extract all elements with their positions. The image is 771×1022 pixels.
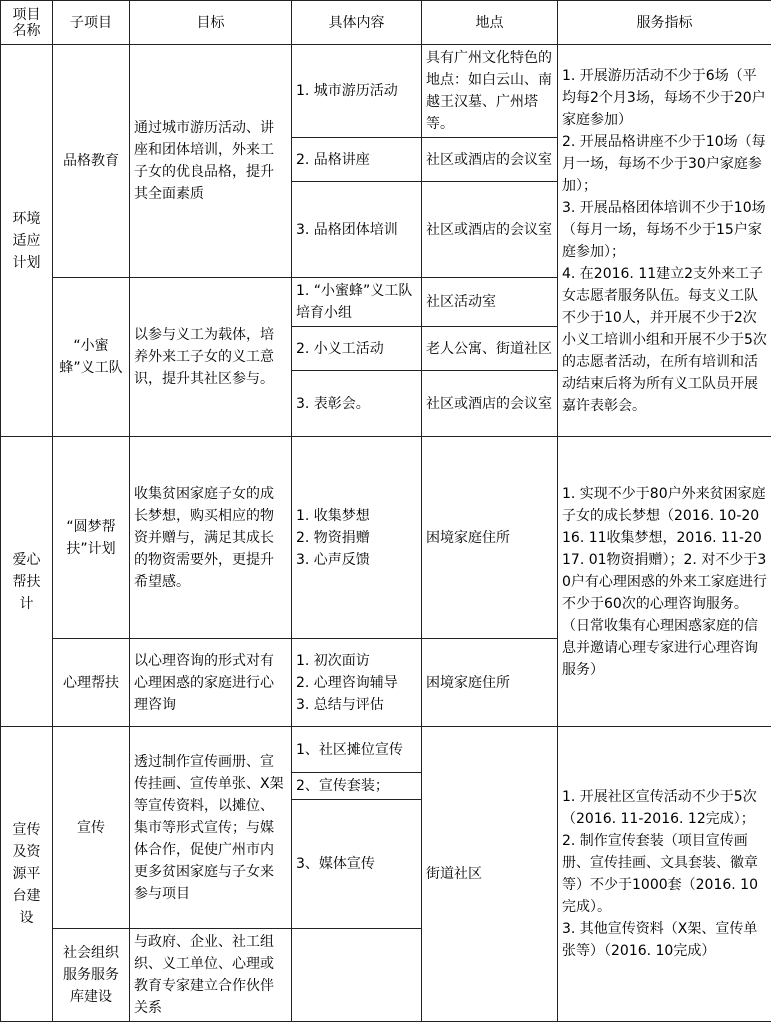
table-row [1, 437, 771, 639]
project-name-publicity: 宣传 及资 源平 台建 设 [1, 727, 53, 1022]
header-place: 地点 [422, 1, 558, 45]
indicator-environment: 1. 开展游历活动不少于6场（平均每2个月3场，每场不少于20户家庭参加） 2. 开展品格讲座不少于10场（每月一场，每场不少于30户家庭参加）； 3. 开展品格团体培训不少于10场（每月一场，每场不少于15户家庭参加）； 4. 在2016. 11建立2支外来工子女志愿者服务队伍。每支义工队不少于10人，并开展不少于2次小义工培训小组和开展不少于5次的志愿者活动，在所有培训和活动结束后将为所有义工队员开展嘉许表彰会。 [558, 45, 771, 437]
place-psych-help: 困境家庭住所 [422, 639, 558, 727]
content-item: 1. “小蜜蜂”义工队培育小组 [292, 278, 422, 327]
place-item: 老人公寓、街道社区 [422, 327, 558, 371]
indicator-publicity: 1. 开展社区宣传活动不少于5次（2016. 11-2016. 12完成）； 2. 制作宣传套装（项目宣传画册、宣传挂画、文具套装、徽章等）不少于1000套（2016. 10完成）。 3. 其他宣传资料（X架、宣传单张等）（2016. 10完成） [558, 727, 771, 1022]
table-row [1, 45, 771, 138]
subproject-publicity: 宣传 [53, 727, 130, 929]
content-dream-help: 1. 收集梦想 2. 物资捐赠 3. 心声反馈 [292, 437, 422, 639]
project-name-environment: 环境 适应 计划 [1, 45, 53, 437]
content-item: 2. 品格讲座 [292, 138, 422, 182]
content-item: 3. 品格团体培训 [292, 182, 422, 278]
content-item: 1. 城市游历活动 [292, 45, 422, 138]
place-publicity: 街道社区 [422, 727, 558, 1022]
subproject-psych-help: 心理帮扶 [53, 639, 130, 727]
place-item: 社区或酒店的会议室 [422, 138, 558, 182]
goal-psych-help: 以心理咨询的形式对有心理困惑的家庭进行心理咨询 [130, 639, 292, 727]
project-name-care: 爱心 帮扶 计 [1, 437, 53, 727]
place-dream-help: 困境家庭住所 [422, 437, 558, 639]
place-item: 社区或酒店的会议室 [422, 182, 558, 278]
content-item: 2、宣传套装； [292, 773, 422, 800]
header-project-name: 项目 名称 [1, 1, 53, 45]
table-row [1, 727, 771, 773]
content-item: 3. 表彰会。 [292, 371, 422, 437]
content-psych-help: 1. 初次面访 2. 心理咨询辅导 3. 总结与评估 [292, 639, 422, 727]
goal-publicity: 透过制作宣传画册、宣传挂画、宣传单张、X架等宣传资料，以摊位、集市等形式宣传；与媒体合作，促使广州市内更多贫困家庭与子女来参与项目 [130, 727, 292, 929]
subproject-little-bee: “小蜜蜂”义工队 [53, 278, 130, 437]
content-empty-cell [292, 929, 422, 1022]
header-goal: 目标 [130, 1, 292, 45]
subproject-resource-library: 社会组织服务服务库建设 [53, 929, 130, 1022]
goal-character-education: 通过城市游历活动、讲座和团体培训，外来工子女的优良品格，提升其全面素质 [130, 45, 292, 278]
content-item: 1、社区摊位宣传 [292, 727, 422, 773]
header-content: 具体内容 [292, 1, 422, 45]
place-item: 社区活动室 [422, 278, 558, 327]
subproject-character-education: 品格教育 [53, 45, 130, 278]
goal-resource-library: 与政府、企业、社工组织、义工单位、心理或教育专家建立合作伙伴关系 [130, 929, 292, 1022]
header-indicator: 服务指标 [558, 1, 771, 45]
subproject-dream-help: “圆梦帮扶”计划 [53, 437, 130, 639]
place-item: 具有广州文化特色的地点：如白云山、南越王汉墓、广州塔等。 [422, 45, 558, 138]
goal-dream-help: 收集贫困家庭子女的成长梦想，购买相应的物资并赠与，满足其成长的物资需要外，更提升希望感。 [130, 437, 292, 639]
content-item: 2. 小义工活动 [292, 327, 422, 371]
content-item: 3、媒体宣传 [292, 800, 422, 929]
indicator-care: 1. 实现不少于80户外来贫困家庭子女的成长梦想（2016. 10-2016. 11收集梦想，2016. 11-2017. 01物资捐赠）；2. 对不少于30户有心理困惑的外来工家庭进行不少于60次的心理咨询服务。（日常收集有心理困惑家庭的信息并邀请心理专家进行心理咨询服务） [558, 437, 771, 727]
place-item: 社区或酒店的会议室 [422, 371, 558, 437]
header-row [1, 1, 771, 45]
goal-little-bee: 以参与义工为载体，培养外来工子女的义工意识，提升其社区参与。 [130, 278, 292, 437]
header-subproject: 子项目 [53, 1, 130, 45]
